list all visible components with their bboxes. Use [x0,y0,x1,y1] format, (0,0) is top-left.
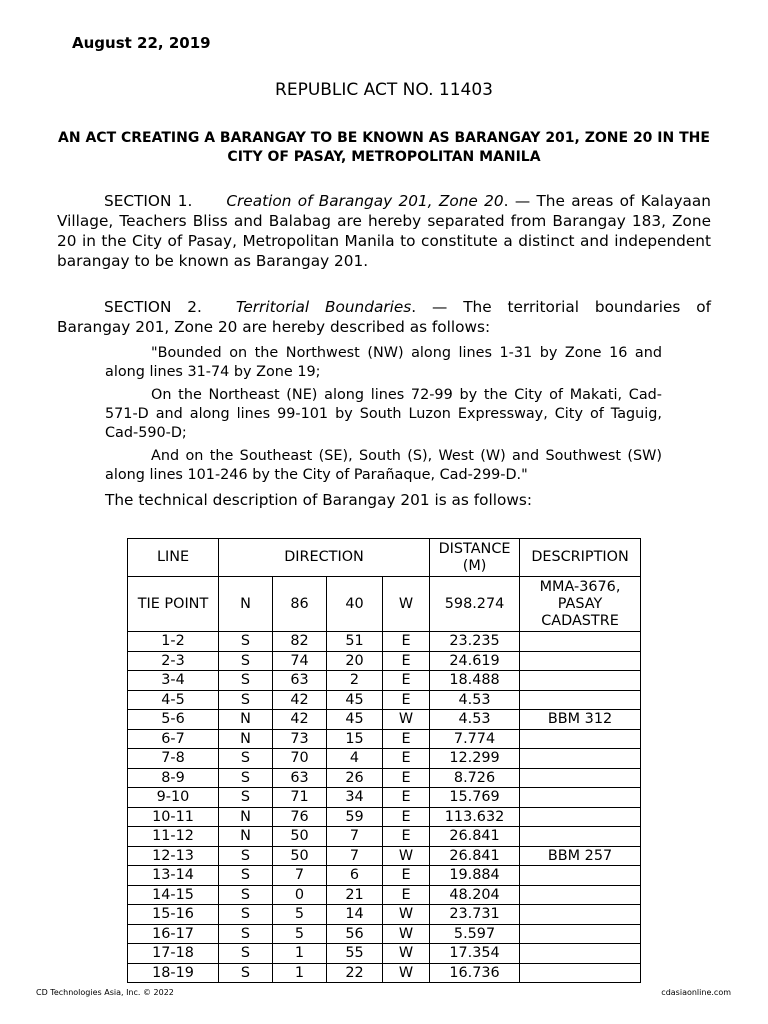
cell-ew: E [383,632,430,652]
cell-ns: S [219,651,273,671]
cell-degrees: 50 [273,827,327,847]
cell-ns: S [219,632,273,652]
cell-degrees: 1 [273,944,327,964]
cell-description [520,768,641,788]
table-row [128,710,641,730]
table-body [128,632,641,983]
cell-degrees: 7 [273,866,327,886]
cell-description: BBM 312 [520,710,641,730]
cell-ns: S [219,788,273,808]
tie-point-row [128,577,641,632]
cell-degrees: 5 [273,905,327,925]
cell-minutes: 59 [327,807,383,827]
tie-point-ns: N [219,577,273,632]
cell-line: 12-13 [128,846,219,866]
cell-description [520,944,641,964]
cell-minutes: 34 [327,788,383,808]
cell-ns: N [219,827,273,847]
cell-minutes: 20 [327,651,383,671]
cell-distance: 18.488 [430,671,520,691]
cell-minutes: 21 [327,885,383,905]
cell-distance: 23.731 [430,905,520,925]
section-2-label: SECTION 2. [104,298,202,316]
cell-distance: 19.884 [430,866,520,886]
technical-description-intro: The technical description of Barangay 201 is as follows: [105,491,532,509]
boundary-northeast: On the Northeast (NE) along lines 72-99 by the City of Makati, Cad-571-D and along lines 99-101 by South Luzon Expressway, City of Taguig, Cad-590-D; [105,387,662,441]
cell-distance: 26.841 [430,827,520,847]
cell-degrees: 73 [273,729,327,749]
act-title: AN ACT CREATING A BARANGAY TO BE KNOWN AS BARANGAY 201, ZONE 20 IN THE CITY OF PASAY, METROPOLITAN MANILA [58,130,710,165]
tie-point-degrees: 86 [273,577,327,632]
table-header-row [128,539,641,577]
cell-distance: 16.736 [430,963,520,983]
cell-distance: 17.354 [430,944,520,964]
section-1 [57,191,711,271]
cell-ns: S [219,963,273,983]
cell-degrees: 42 [273,690,327,710]
table-row [128,632,641,652]
cell-minutes: 2 [327,671,383,691]
cell-ew: E [383,690,430,710]
cell-ew: E [383,807,430,827]
cell-ns: N [219,710,273,730]
table-row [128,690,641,710]
cell-description [520,866,641,886]
table-row [128,768,641,788]
table-row [128,827,641,847]
cell-line: 18-19 [128,963,219,983]
cell-description [520,749,641,769]
cell-distance: 4.53 [430,690,520,710]
cell-minutes: 45 [327,690,383,710]
tie-point-description: MMA-3676, PASAY CADASTRE [520,577,641,632]
header-description: DESCRIPTION [520,539,641,577]
cell-description [520,632,641,652]
footer-site: cdasiaonline.com [661,988,731,997]
cell-ns: S [219,846,273,866]
section-2-heading: Territorial Boundaries [235,298,412,316]
cell-ns: S [219,866,273,886]
cell-ew: E [383,729,430,749]
cell-line: 6-7 [128,729,219,749]
cell-line: 7-8 [128,749,219,769]
cell-line: 9-10 [128,788,219,808]
cell-line: 1-2 [128,632,219,652]
cell-line: 17-18 [128,944,219,964]
table-row [128,807,641,827]
act-number: REPUBLIC ACT NO. 11403 [275,80,493,100]
table-row [128,651,641,671]
cell-ns: S [219,924,273,944]
cell-distance: 12.299 [430,749,520,769]
footer-copyright: CD Technologies Asia, Inc. © 2022 [36,988,174,997]
cell-description [520,651,641,671]
table-row [128,788,641,808]
section-1-text: . — The areas of Kalayaan Village, Teachers Bliss and Balabag are hereby separated from Barangay 183, Zone 20 in the City of Pasay, Metropolitan Manila to constitute a distinct and independent barangay to be known as Barangay 201. [57,192,711,270]
cell-distance: 7.774 [430,729,520,749]
cell-line: 4-5 [128,690,219,710]
table-row [128,963,641,983]
cell-ew: E [383,866,430,886]
cell-minutes: 15 [327,729,383,749]
header-line: LINE [128,539,219,577]
cell-description [520,885,641,905]
cell-description [520,671,641,691]
cell-ew: E [383,788,430,808]
cell-ns: N [219,729,273,749]
cell-ew: W [383,905,430,925]
cell-description [520,729,641,749]
cell-line: 10-11 [128,807,219,827]
cell-minutes: 7 [327,827,383,847]
cell-ew: E [383,671,430,691]
cell-ns: S [219,944,273,964]
cell-ns: S [219,768,273,788]
section-1-label: SECTION 1. [104,192,193,210]
section-2 [57,297,711,337]
cell-minutes: 14 [327,905,383,925]
cell-line: 16-17 [128,924,219,944]
cell-ew: W [383,710,430,730]
cell-degrees: 82 [273,632,327,652]
cell-line: 2-3 [128,651,219,671]
cell-degrees: 5 [273,924,327,944]
cell-degrees: 50 [273,846,327,866]
table-row [128,924,641,944]
header-distance: DISTANCE (M) [430,539,520,577]
tie-point-distance: 598.274 [430,577,520,632]
cell-ew: W [383,846,430,866]
cell-description [520,963,641,983]
cell-description [520,807,641,827]
table-row [128,885,641,905]
cell-minutes: 55 [327,944,383,964]
cell-description [520,827,641,847]
cell-distance: 4.53 [430,710,520,730]
cell-degrees: 1 [273,963,327,983]
cell-minutes: 6 [327,866,383,886]
cell-degrees: 63 [273,768,327,788]
cell-ew: W [383,944,430,964]
cell-ew: W [383,924,430,944]
cell-ew: E [383,885,430,905]
tie-point-line: TIE POINT [128,577,219,632]
cell-line: 13-14 [128,866,219,886]
cell-distance: 23.235 [430,632,520,652]
cell-distance: 15.769 [430,788,520,808]
cell-degrees: 70 [273,749,327,769]
cell-line: 14-15 [128,885,219,905]
header-direction: DIRECTION [219,539,430,577]
cell-degrees: 71 [273,788,327,808]
cell-ew: E [383,768,430,788]
cell-minutes: 51 [327,632,383,652]
table-row [128,729,641,749]
cell-ew: W [383,963,430,983]
cell-description: BBM 257 [520,846,641,866]
cell-distance: 113.632 [430,807,520,827]
cell-ew: E [383,749,430,769]
tie-point-ew: W [383,577,430,632]
cell-description [520,905,641,925]
cell-degrees: 0 [273,885,327,905]
section-1-heading: Creation of Barangay 201, Zone 20 [226,192,504,210]
technical-description-table [127,538,641,983]
cell-line: 5-6 [128,710,219,730]
boundary-northwest: "Bounded on the Northwest (NW) along lines 1-31 by Zone 16 and along lines 31-74 by Zone 19; [105,345,662,380]
cell-ns: S [219,671,273,691]
cell-ns: S [219,885,273,905]
cell-ns: S [219,690,273,710]
cell-description [520,690,641,710]
cell-distance: 48.204 [430,885,520,905]
table-row [128,846,641,866]
cell-distance: 8.726 [430,768,520,788]
document-date: August 22, 2019 [72,34,211,52]
table-row [128,749,641,769]
cell-ew: E [383,651,430,671]
cell-line: 15-16 [128,905,219,925]
cell-distance: 24.619 [430,651,520,671]
cell-description [520,788,641,808]
section-2-text: . — The territorial boundaries of Barangay 201, Zone 20 are hereby described as follows: [57,298,711,336]
cell-degrees: 42 [273,710,327,730]
cell-minutes: 26 [327,768,383,788]
cell-ns: S [219,749,273,769]
cell-ns: N [219,807,273,827]
cell-degrees: 63 [273,671,327,691]
tie-point-minutes: 40 [327,577,383,632]
cell-ew: E [383,827,430,847]
table-row [128,905,641,925]
cell-minutes: 22 [327,963,383,983]
cell-line: 3-4 [128,671,219,691]
cell-degrees: 76 [273,807,327,827]
cell-ns: S [219,905,273,925]
cell-minutes: 45 [327,710,383,730]
cell-description [520,924,641,944]
cell-line: 11-12 [128,827,219,847]
cell-minutes: 7 [327,846,383,866]
cell-minutes: 4 [327,749,383,769]
cell-distance: 5.597 [430,924,520,944]
table-row [128,944,641,964]
cell-degrees: 74 [273,651,327,671]
table-row [128,866,641,886]
cell-distance: 26.841 [430,846,520,866]
cell-line: 8-9 [128,768,219,788]
cell-minutes: 56 [327,924,383,944]
boundary-southeast: And on the Southeast (SE), South (S), West (W) and Southwest (SW) along lines 101-246 by the City of Parañaque, Cad-299-D." [105,448,662,483]
table-row [128,671,641,691]
